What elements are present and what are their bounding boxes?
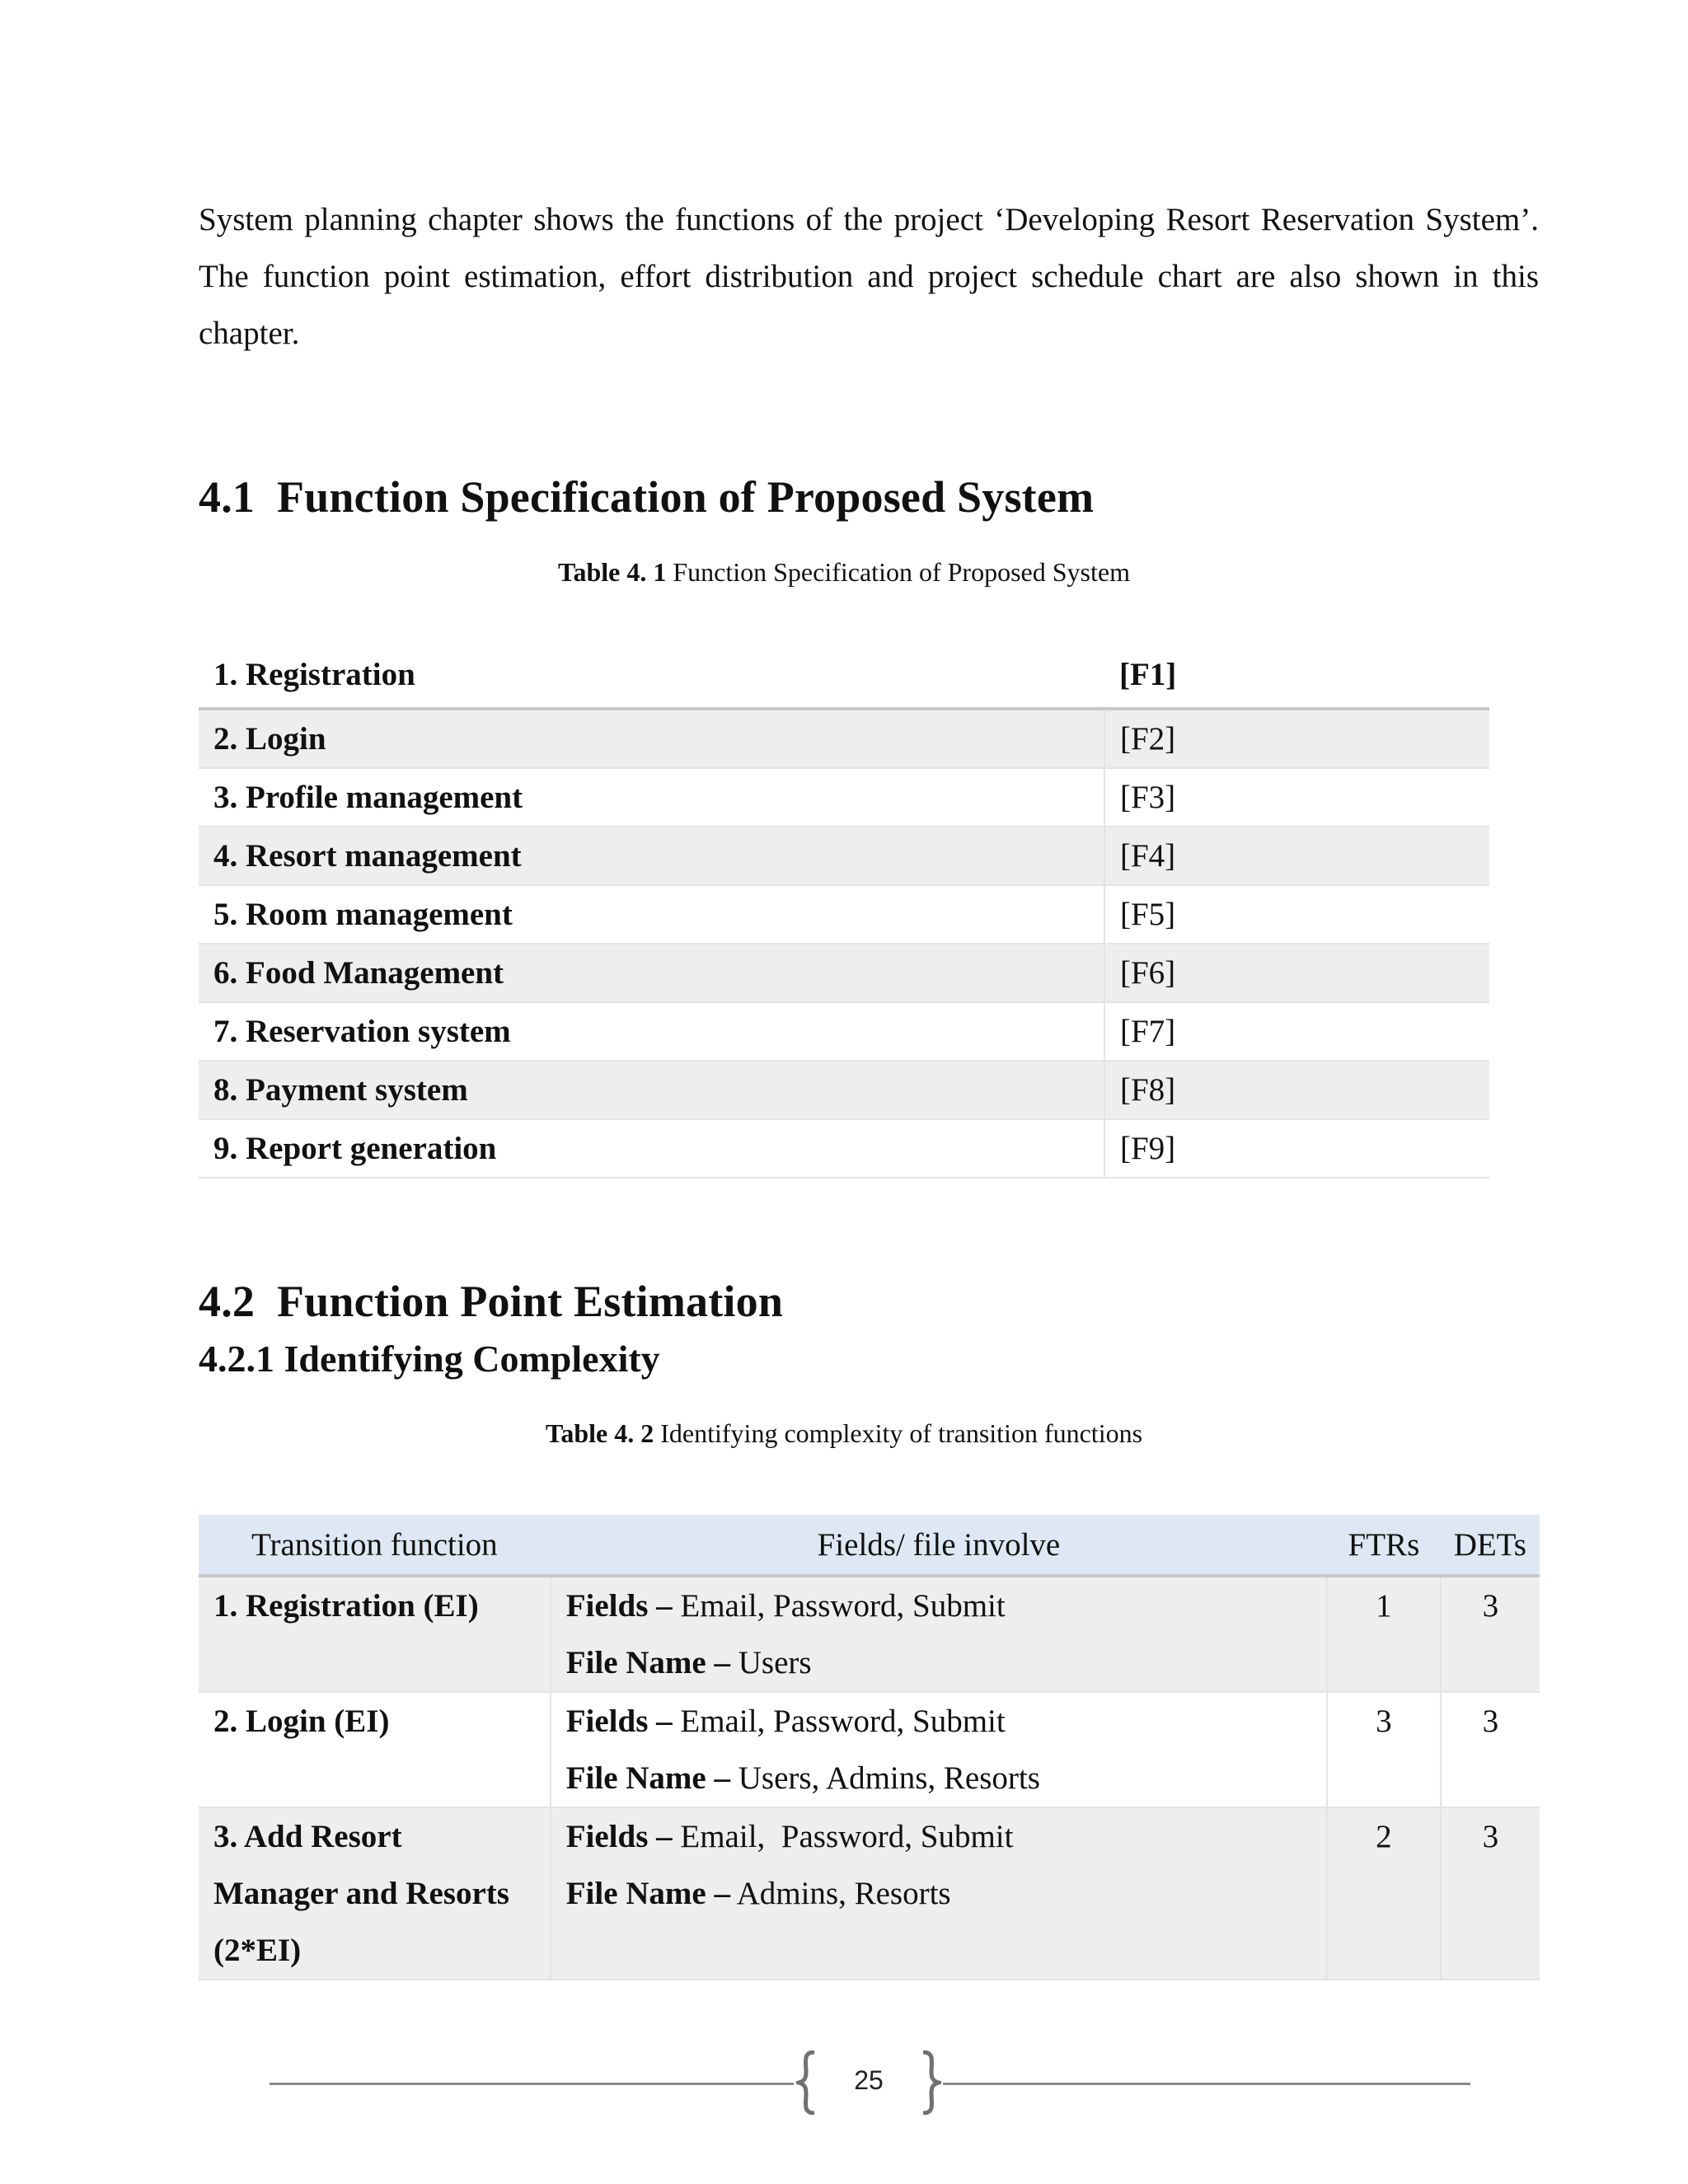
table-row [199,1807,1540,1980]
fields-cell [551,1576,1327,1692]
table-row [199,944,1489,1002]
table-row [199,1002,1489,1061]
file-name-value: Users [729,1645,812,1680]
transition-function: 2. Login (EI) [199,1692,551,1807]
fields-value: Email, Password, Submit [672,1819,1014,1854]
function-name: 5. Room management [199,885,1104,944]
function-code: [F2] [1104,709,1489,768]
dets-value: 3 [1441,1692,1540,1807]
column-header-dets: DETs [1441,1515,1540,1576]
table-row [199,1576,1540,1692]
function-code: [F3] [1104,768,1489,827]
ftrs-value: 3 [1327,1692,1441,1807]
ftrs-value: 1 [1327,1576,1441,1692]
function-name: 7. Reservation system [199,1002,1104,1061]
table-row [199,885,1489,944]
transition-function [199,1807,551,1980]
table-row [199,1692,1540,1807]
table-row [199,709,1489,768]
left-brace-icon [796,2050,818,2115]
table-row [199,1061,1489,1119]
function-specification-table [199,641,1489,1179]
function-code: [F6] [1104,944,1489,1002]
column-header-fields: Fields/ file involve [551,1515,1327,1576]
intro-text [199,191,1539,362]
subsection-heading: 4.2.1 Identifying Complexity [199,1338,660,1380]
ftrs-value: 2 [1327,1807,1441,1980]
table-row [199,1119,1489,1178]
table-header-row [199,1515,1540,1576]
function-code: [F9] [1104,1119,1489,1178]
transition-function-line: 3. Add Resort [213,1819,402,1854]
table-row [199,768,1489,827]
section-number: 4.1 [199,472,256,522]
file-name-value: Admins, Resorts [729,1876,951,1911]
dets-value: 3 [1441,1576,1540,1692]
function-name: 1. Registration [199,641,1104,709]
file-name-value: Users, Admins, Resorts [729,1760,1040,1796]
table-row [199,827,1489,885]
fields-label: Fields – [565,1819,673,1854]
function-name: 6. Food Management [199,944,1104,1002]
function-name: 4. Resort management [199,827,1104,885]
file-name-label: File Name – [565,1760,730,1796]
function-code: [F4] [1104,827,1489,885]
function-name: 9. Report generation [199,1119,1104,1178]
function-name: 8. Payment system [199,1061,1104,1119]
transition-function-line: Manager and Resorts [213,1876,509,1911]
fields-value: Email, Password, Submit [672,1588,1006,1624]
section-number: 4.2 [199,1277,256,1326]
section-heading-4-2 [199,1276,783,1327]
fields-cell [551,1807,1327,1980]
fields-value: Email, Password, Submit [672,1704,1006,1739]
file-name-label: File Name – [565,1645,730,1680]
caption-text: Function Specification of Proposed System [666,557,1130,587]
function-name: 3. Profile management [199,768,1104,827]
table-caption-4-1 [0,557,1688,588]
fields-label: Fields – [565,1704,673,1739]
function-code: [F5] [1104,885,1489,944]
complexity-table [199,1515,1540,1980]
page-number: 25 [854,2065,884,2095]
dets-value: 3 [1441,1807,1540,1980]
fields-cell [551,1692,1327,1807]
file-name-label: File Name – [565,1876,730,1911]
table-caption-4-2 [0,1418,1688,1449]
section-title: Function Point Estimation [277,1277,784,1326]
transition-function: 1. Registration (EI) [199,1576,551,1692]
intro-paragraph: System planning chapter shows the functions of the project ‘Developing Resort Reservation System’. The function point estimation, effort distribution and project schedule chart are also shown in this chapter. [199,202,1539,351]
fields-label: Fields – [565,1588,673,1624]
function-code: [F7] [1104,1002,1489,1061]
column-header-transition: Transition function [199,1515,551,1576]
section-heading-4-1 [199,471,1094,523]
caption-label: Table 4. 1 [558,557,667,587]
function-code: [F8] [1104,1061,1489,1119]
transition-function-line: (2*EI) [213,1933,302,1968]
function-code: [F1] [1104,641,1489,709]
right-brace-icon [920,2050,941,2115]
footer-rule-left [270,2083,794,2085]
caption-label: Table 4. 2 [545,1418,654,1448]
caption-text: Identifying complexity of transition functions [654,1418,1143,1448]
footer-rule-right [943,2083,1470,2085]
function-name: 2. Login [199,709,1104,768]
table-row [199,641,1489,709]
section-title: Function Specification of Proposed System [277,472,1095,522]
column-header-ftrs: FTRs [1327,1515,1441,1576]
